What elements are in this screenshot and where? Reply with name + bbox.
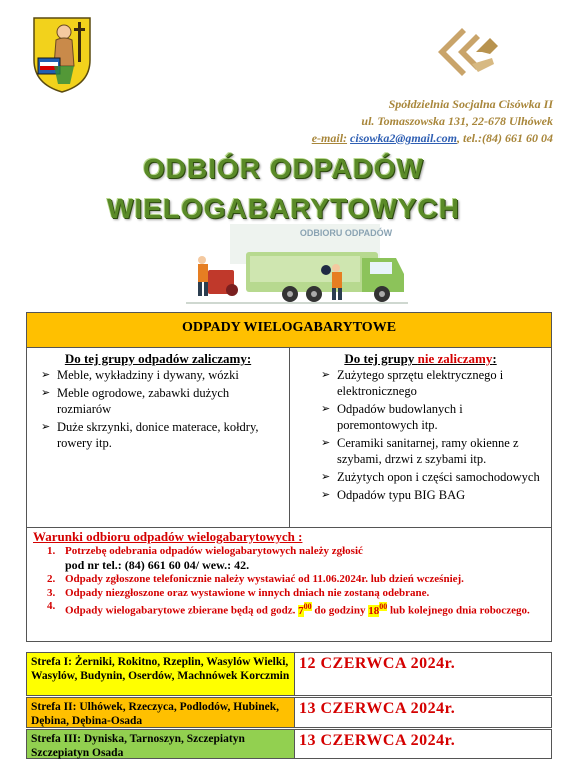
cooperative-logo — [432, 22, 504, 80]
org-contact — [223, 130, 553, 146]
condition-item: 2. Odpady zgłoszone telefonicznie należy wystawiać od 11.06.2024r. lub dzień wcześniej. — [47, 573, 464, 585]
arrow-bullet-icon: ➢ — [41, 387, 51, 399]
org-address: ul. Tomaszowska 131, 22-678 Ulhówek — [361, 114, 553, 128]
arrow-bullet-icon: ➢ — [321, 403, 331, 415]
zone-row-3 — [26, 729, 552, 759]
arrow-bullet-icon: ➢ — [321, 471, 331, 483]
email-label: e-mail: — [311, 131, 348, 145]
included-heading: Do tej grupy odpadów zaliczamy: — [64, 351, 252, 366]
title-line-2: WIELOGABARYTOWYCH — [107, 193, 460, 224]
zone-places: Strefa II: Ulhówek, Rzeczyca, Podlodów, Hubinek, Dębina, Dębina-Osada — [27, 698, 295, 727]
excluded-list — [317, 367, 547, 505]
arrow-bullet-icon: ➢ — [321, 369, 331, 381]
zone-row-1 — [26, 652, 552, 696]
included-list — [37, 367, 285, 453]
zone-places: Strefa III: Dyniska, Tarnoszyn, Szczepiatyn Szczepiatyn Osada — [27, 730, 295, 758]
zone-places: Strefa I: Żerniki, Rokitno, Rzeplin, Wasylów Wielki, Wasylów, Budynin, Oserdów, Machnówek Korczmin — [27, 653, 295, 695]
title-line-1: ODBIÓR ODPADÓW — [142, 153, 425, 184]
row-divider — [27, 527, 551, 528]
excluded-heading: Do tej grupy nie zaliczamy: — [344, 351, 497, 366]
list-item: ➢ Odpadów budowlanych i poremontowych itp. — [321, 402, 463, 432]
zone-date: 13 CZERWCA 2024r. — [299, 732, 456, 749]
list-item: ➢ Duże skrzynki, donice materace, kołdry, rowery itp. — [41, 420, 259, 450]
condition-item: 1. Potrzebę odebrania odpadów wielogabarytowych należy zgłosić pod nr tel.: (84) 661 60 04/ wew.: 42. — [47, 545, 363, 572]
garbage-truck-illustration — [186, 222, 408, 308]
conditions-list — [47, 545, 537, 618]
org-name: Spółdzielnia Socjalna Cisówka II — [388, 97, 553, 111]
list-item: ➢ Meble, wykładziny i dywany, wózki — [41, 368, 239, 382]
table-heading: ODPADY WIELOGABARYTOWE — [27, 313, 551, 348]
condition-item: 4. Odpady wielogabarytowe zbierane będą od godz. $7^{00}$ do godziny $18^{00}$ lub kolejnego dnia roboczego. — [47, 600, 530, 617]
zone-date: 13 CZERWCA 2024r. — [299, 700, 456, 717]
list-item: ➢ Odpadów typu BIG BAG — [321, 488, 466, 502]
column-divider — [289, 347, 290, 527]
arrow-bullet-icon: ➢ — [41, 421, 51, 433]
truck-banner-text: ODBIORU ODPADÓW — [299, 228, 393, 238]
list-item: ➢ Ceramiki sanitarnej, ramy okienne z szybami, drzwi z szybami itp. — [321, 436, 519, 466]
phone-text: , tel.:(84) 661 60 04 — [457, 131, 553, 145]
arrow-bullet-icon: ➢ — [41, 369, 51, 381]
email-link[interactable]: cisowka2@gmail.com — [350, 131, 458, 145]
waste-info-table — [26, 312, 552, 642]
list-item: ➢ Meble ogrodowe, zabawki dużych rozmiarów — [41, 386, 230, 416]
arrow-bullet-icon: ➢ — [321, 437, 331, 449]
conditions-heading: Warunki odbioru odpadów wielogabarytowych : — [33, 529, 303, 544]
list-item: ➢ Zużytych opon i części samochodowych — [321, 470, 540, 484]
arrow-bullet-icon: ➢ — [321, 489, 331, 501]
coat-of-arms-logo — [30, 14, 94, 94]
list-item: ➢ Zużytego sprzętu elektrycznego i elektronicznego — [321, 368, 504, 398]
zone-date: 12 CZERWCA 2024r. — [299, 655, 456, 672]
condition-item: 3. Odpady niezgłoszone oraz wystawione w innych dniach nie zostaną odebrane. — [47, 586, 430, 599]
zone-row-2 — [26, 697, 552, 728]
